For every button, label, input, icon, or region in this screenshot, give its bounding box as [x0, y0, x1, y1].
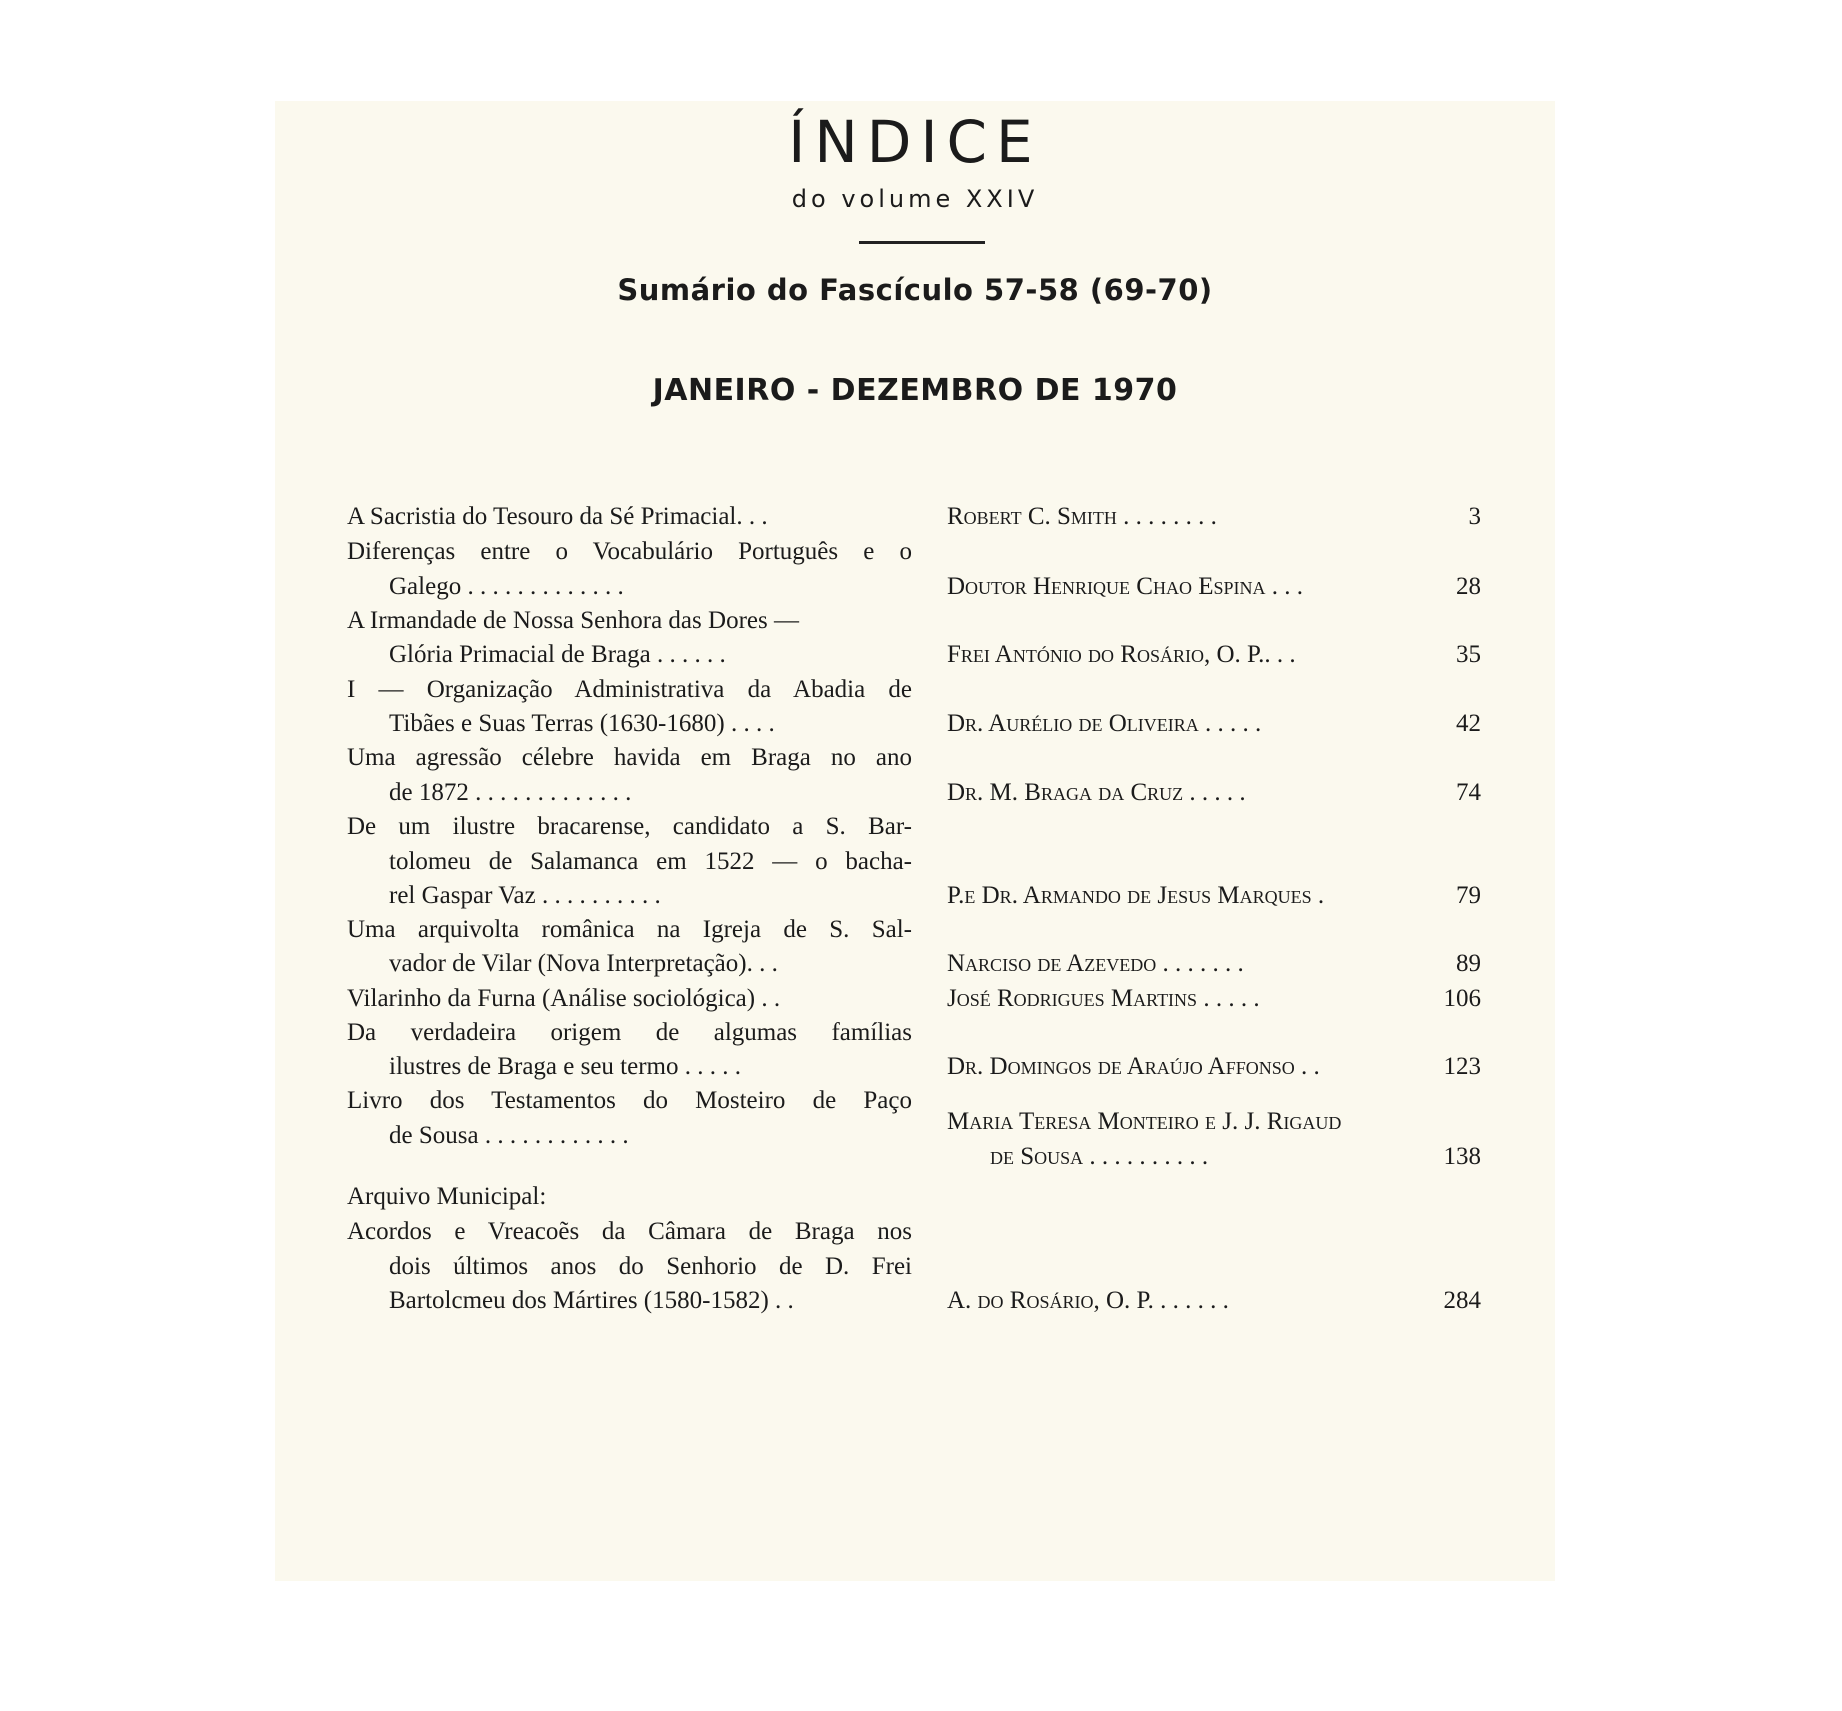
entry-author: Maria Teresa Monteiro e J. J. Rigaud	[947, 1108, 1342, 1135]
entry-page-number: 74	[1456, 779, 1481, 806]
entry-author: de Sousa . . . . . . . . . .	[990, 1143, 1209, 1170]
table-of-contents	[275, 101, 1555, 1581]
entry-page-number: 106	[1443, 985, 1481, 1012]
volume-subtitle: do volume XXIV	[791, 185, 1039, 213]
date-range-heading: JANEIRO - DEZEMBRO DE 1970	[652, 373, 1178, 408]
entry-title-line: Vilarinho da Furna (Análise sociológica) . .	[347, 985, 781, 1012]
entry-author: Frei António do Rosário, O. P.. . .	[947, 641, 1296, 668]
entry-title-line: Bartolcmeu dos Mártires (1580-1582) . .	[389, 1287, 794, 1314]
entry-title-line: ilustres de Braga e seu termo . . . . .	[389, 1053, 741, 1080]
entry-page-number: 89	[1456, 950, 1481, 977]
entry-title-line: Glória Primacial de Braga . . . . . .	[389, 641, 726, 668]
entry-title-line: A Irmandade de Nossa Senhora das Dores —	[347, 607, 799, 634]
entry-author: José Rodrigues Martins . . . . .	[947, 985, 1260, 1012]
entry-title-line: Tibães e Suas Terras (1630-1680) . . . .	[389, 710, 775, 737]
entry-page-number: 123	[1443, 1053, 1481, 1080]
entry-title-line: I — Organização Administrativa da Abadia de	[347, 676, 912, 703]
entry-title-line: rel Gaspar Vaz . . . . . . . . . .	[389, 882, 661, 909]
entry-title-line: de Sousa . . . . . . . . . . . .	[389, 1122, 629, 1149]
entry-title-line: Uma arquivolta românica na Igreja de S. Sal-	[347, 916, 912, 943]
entry-page-number: 138	[1443, 1143, 1481, 1170]
entry-page-number: 284	[1443, 1287, 1481, 1314]
entry-title-line: vador de Vilar (Nova Interpretação). . .	[389, 950, 778, 977]
entry-title-line: tolomeu de Salamanca em 1522 — o bacha-	[389, 848, 912, 875]
entry-title-line: Da verdadeira origem de algumas famílias	[347, 1019, 912, 1046]
entry-title-line: Galego . . . . . . . . . . . . .	[389, 573, 624, 600]
entry-title-line: Livro dos Testamentos do Mosteiro de Paço	[347, 1087, 912, 1114]
index-page	[275, 101, 1555, 1581]
entry-title-line: A Sacristia do Tesouro da Sé Primacial. . .	[347, 503, 768, 530]
entry-page-number: 79	[1456, 882, 1481, 909]
entry-author: A. do Rosário, O. P. . . . . . .	[947, 1287, 1229, 1314]
entry-author: Dr. Domingos de Araújo Affonso . .	[947, 1053, 1320, 1080]
entry-author: P.e Dr. Armando de Jesus Marques .	[947, 882, 1325, 909]
entry-author: Dr. M. Braga da Cruz . . . . .	[947, 779, 1246, 806]
entry-page-number: 3	[1468, 503, 1481, 530]
entry-page-number: 35	[1456, 641, 1481, 668]
entry-author: Robert C. Smith . . . . . . . .	[947, 503, 1217, 530]
entry-title-line: de 1872 . . . . . . . . . . . . .	[389, 779, 632, 806]
issue-summary-heading: Sumário do Fascículo 57-58 (69-70)	[617, 273, 1213, 307]
entry-author: Narciso de Azevedo . . . . . . .	[947, 950, 1244, 977]
entry-page-number: 42	[1456, 710, 1481, 737]
entry-title-line: dois últimos anos do Senhorio de D. Frei	[389, 1253, 912, 1280]
entry-title-line: De um ilustre bracarense, candidato a S. Bar-	[347, 813, 912, 840]
entry-author: Doutor Henrique Chao Espina . . .	[947, 573, 1303, 600]
entry-title-line: Acordos e Vreacoẽs da Câmara de Braga nos	[347, 1218, 912, 1245]
entry-title-line: Diferenças entre o Vocabulário Português e o	[347, 538, 912, 565]
entry-title-line: Uma agressão célebre havida em Braga no ano	[347, 744, 912, 771]
page-title: ÍNDICE	[788, 108, 1042, 176]
entry-author: Dr. Aurélio de Oliveira . . . . .	[947, 710, 1262, 737]
entry-page-number: 28	[1456, 573, 1481, 600]
archive-heading: Arquivo Municipal:	[347, 1183, 547, 1210]
